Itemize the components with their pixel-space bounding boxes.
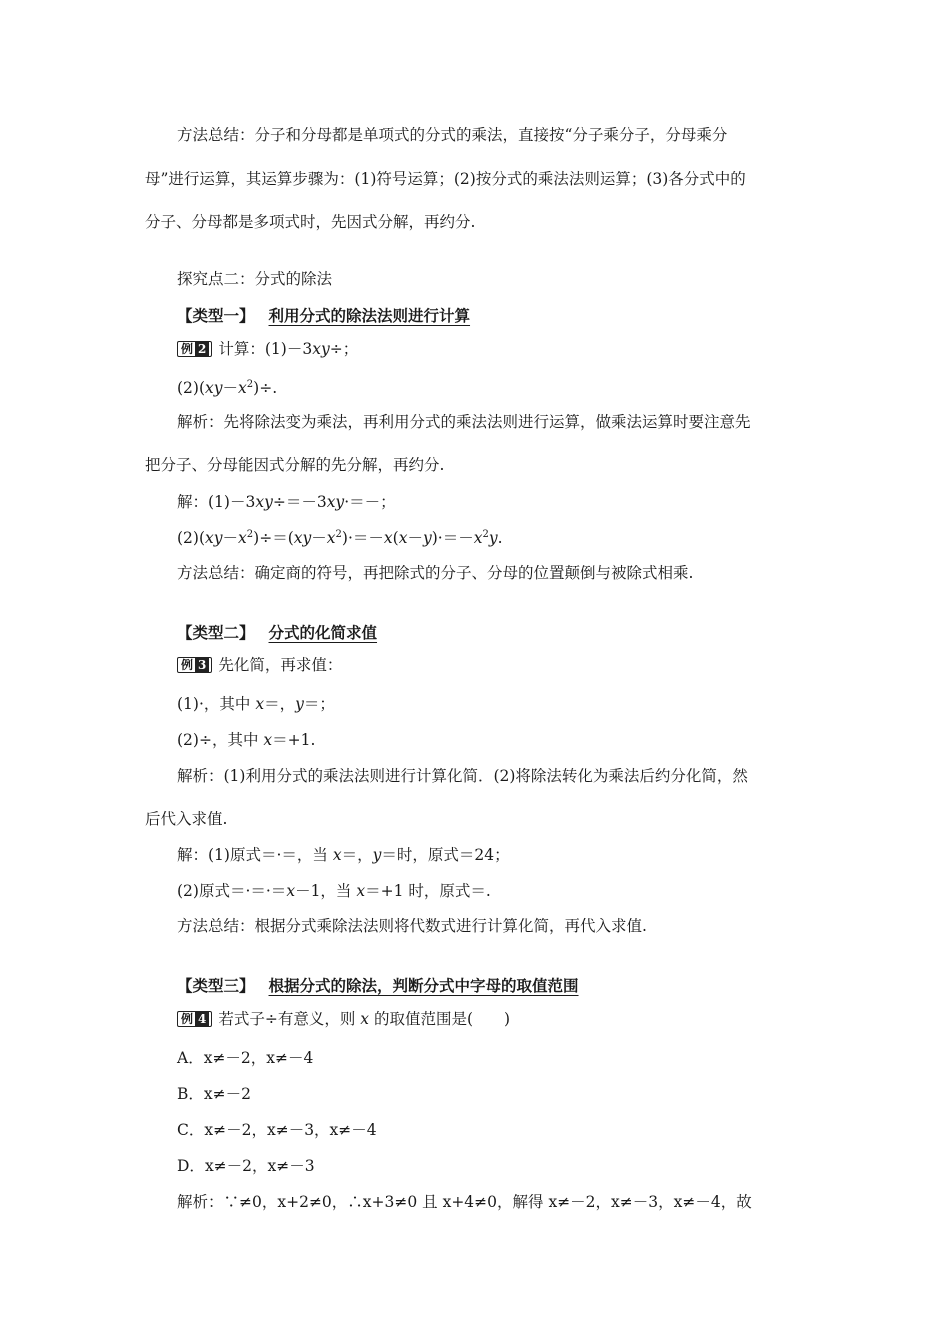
method-summary-line-3: 分子、分母都是多项式时，先因式分解，再约分. (145, 213, 476, 231)
example-badge-icon: 例 4 (177, 1011, 212, 1027)
example2-method-summary: 方法总结：确定商的符号，再把除式的分子、分母的位置颠倒与被除式相乘. (177, 564, 694, 582)
example3-method-summary: 方法总结：根据分式乘除法法则将代数式进行计算化简，再代入求值. (177, 917, 647, 935)
example4-question: 例 4 若式子÷有意义，则 x 的取值范围是( ) (177, 1011, 510, 1028)
example3-part2: (2)÷，其中 x＝+1. (177, 731, 316, 749)
type2-title: 分式的化简求值 (268, 623, 378, 642)
type3-heading (177, 978, 579, 994)
example3-part1: (1)·，其中 x＝，y＝； (177, 695, 335, 713)
type1-tag: 【类型一】 (177, 306, 255, 325)
option-b: B．x≠－2 (177, 1085, 251, 1103)
option-c: C．x≠－2，x≠－3，x≠－4 (177, 1121, 377, 1139)
type3-tag: 【类型三】 (177, 976, 255, 995)
example3-question: 例 3 先化简，再求值： (177, 657, 342, 674)
type1-title: 利用分式的除法法则进行计算 (268, 306, 471, 325)
example3-solution-2: (2)原式＝·＝·＝x－1，当 x＝+1 时，原式＝. (177, 882, 491, 900)
option-d: D．x≠－2，x≠－3 (177, 1157, 315, 1175)
example2-analysis-2: 把分子、分母能因式分解的先分解，再约分. (145, 456, 445, 474)
example3-analysis-2: 后代入求值. (145, 810, 228, 828)
example3-analysis-1: 解析：(1)利用分式的乘法法则进行计算化简．(2)将除法转化为乘法后约分化简，然 (177, 767, 748, 785)
type2-tag: 【类型二】 (177, 623, 255, 642)
section-title: 探究点二：分式的除法 (177, 270, 333, 288)
type1-heading (177, 308, 470, 324)
example2-question: 例 2 计算：(1)－3xy÷； (177, 341, 358, 358)
example4-analysis: 解析：∵≠0，x+2≠0，∴x+3≠0 且 x+4≠0，解得 x≠－2，x≠－3，x≠－4，故 (177, 1193, 752, 1211)
option-a: A．x≠－2，x≠－4 (177, 1049, 314, 1067)
type3-title: 根据分式的除法，判断分式中字母的取值范围 (268, 976, 579, 995)
example2-analysis-1: 解析：先将除法变为乘法，再利用分式的乘法法则进行运算，做乘法运算时要注意先 (177, 413, 751, 431)
example2-part2: $(2)(xy-x^2)\div$. (177, 379, 278, 397)
method-summary-line-1: 方法总结：分子和分母都是单项式的分式的乘法，直接按“分子乘分子，分母乘分 (177, 126, 728, 144)
example3-solution-1: 解：(1)原式＝·＝，当 x＝，y＝时，原式＝24； (177, 846, 510, 864)
example-badge-icon: 例 2 (177, 341, 212, 357)
method-summary-line-2: 母”进行运算，其运算步骤为：(1)符号运算；(2)按分式的乘法法则运算；(3)各分式中的 (145, 170, 746, 188)
example-badge-icon: 例 3 (177, 657, 212, 673)
type2-heading (177, 625, 377, 641)
example2-solution-2: $(2)(xy-x^2)\div=(xy-x^2)\cdot=-x(x-y)\cdot=-x^2y$. (177, 529, 503, 547)
example2-solution-1: 解：(1)－3xy÷＝－3xy·＝－； (177, 493, 396, 511)
